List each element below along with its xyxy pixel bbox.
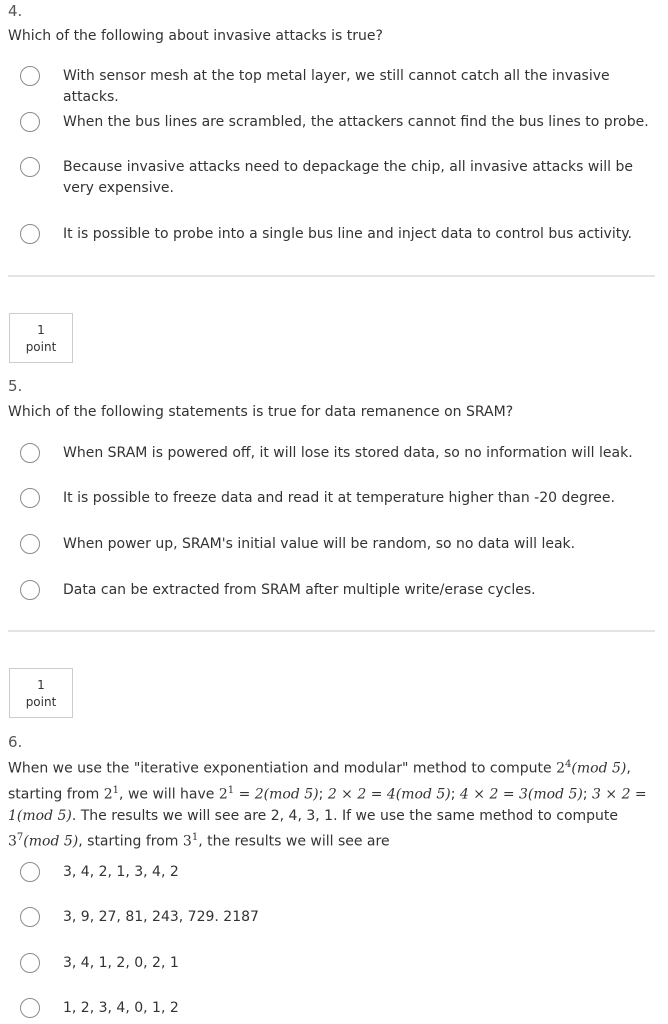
radio-button[interactable] — [20, 534, 40, 554]
question-5-option-3[interactable] — [20, 534, 660, 555]
option-label: It is possible to freeze data and read it at temperature higher than -20 degree. — [63, 490, 615, 506]
radio-button[interactable] — [20, 907, 40, 927]
q6-text-part: ; — [450, 786, 460, 803]
option-label: Because invasive attacks need to depackage the chip, all invasive attacks will be very expensive. — [63, 159, 633, 196]
question-5-text: Which of the following statements is true for data remanence on SRAM? — [8, 404, 514, 420]
math-expression: = 2(mod 5) — [234, 786, 319, 803]
points-unit: point — [25, 340, 57, 354]
question-6-option-2[interactable] — [20, 907, 660, 928]
question-4-option-2[interactable] — [20, 112, 660, 133]
question-6-number: 6. — [8, 733, 23, 751]
math-expression: 3 × 2 = 1(mod 5) — [8, 786, 647, 825]
option-label: When SRAM is powered off, it will lose its stored data, so no information will leak. — [63, 445, 633, 461]
math-base: 2 — [103, 786, 113, 803]
option-label: Data can be extracted from SRAM after multiple write/erase cycles. — [63, 582, 536, 598]
q6-text-part: , we will have — [119, 786, 219, 803]
radio-button[interactable] — [20, 580, 40, 600]
question-5-option-1[interactable] — [20, 443, 660, 464]
section-divider — [8, 630, 655, 632]
question-4-number: 4. — [8, 2, 23, 20]
question-4-option-3[interactable] — [20, 157, 660, 199]
option-label: 3, 9, 27, 81, 243, 729. 2187 — [63, 909, 259, 925]
math-base: 2 — [218, 786, 228, 803]
points-value: 1 — [37, 678, 45, 692]
math-expression: (mod 5) — [571, 760, 627, 777]
math-base: 3 — [8, 833, 17, 850]
question-6-option-4[interactable] — [20, 998, 660, 1019]
section-divider — [8, 275, 655, 277]
q6-text-part: , starting from — [78, 833, 183, 850]
math-expression: 2 × 2 = 4(mod 5) — [327, 786, 451, 803]
question-6-option-3[interactable] — [20, 953, 660, 974]
math-base: 2 — [556, 760, 566, 777]
question-4-option-1[interactable] — [20, 66, 660, 108]
question-6-text — [8, 754, 658, 853]
q6-text-part: ; — [582, 786, 588, 803]
question-4-text: Which of the following about invasive attacks is true? — [8, 28, 383, 44]
radio-button[interactable] — [20, 157, 40, 177]
radio-button[interactable] — [20, 488, 40, 508]
math-expression: 4 × 2 = 3(mod 5) — [459, 786, 583, 803]
radio-button[interactable] — [20, 224, 40, 244]
option-label: When power up, SRAM's initial value will be random, so no data will leak. — [63, 536, 576, 552]
radio-button[interactable] — [20, 443, 40, 463]
option-label: It is possible to probe into a single bus line and inject data to control bus activity. — [63, 226, 632, 242]
points-value: 1 — [37, 323, 45, 337]
math-exponent: 1 — [191, 832, 199, 844]
option-label: With sensor mesh at the top metal layer, we still cannot catch all the invasive attacks. — [63, 68, 610, 105]
math-expression: (mod 5) — [23, 833, 79, 850]
option-label: 1, 2, 3, 4, 0, 1, 2 — [63, 1000, 179, 1016]
radio-button[interactable] — [20, 953, 40, 973]
points-unit: point — [25, 695, 57, 709]
points-badge — [9, 668, 73, 718]
math-exponent: 1 — [227, 784, 235, 796]
question-5-option-2[interactable] — [20, 488, 660, 509]
option-label: 3, 4, 2, 1, 3, 4, 2 — [63, 864, 179, 880]
points-badge — [9, 313, 73, 363]
q6-text-part: When we use the "iterative exponentiation and modular" method to compute — [8, 760, 557, 777]
option-label: When the bus lines are scrambled, the attackers cannot find the bus lines to probe. — [63, 114, 649, 130]
radio-button[interactable] — [20, 112, 40, 132]
q6-text-part: , starting from — [8, 760, 631, 803]
option-label: 3, 4, 1, 2, 0, 2, 1 — [63, 955, 179, 971]
math-base: 3 — [182, 833, 192, 850]
question-5-number: 5. — [8, 377, 23, 395]
question-5-option-4[interactable] — [20, 580, 660, 601]
q6-text-part: . The results we will see are 2, 4, 3, 1. If we use the same method to compute — [71, 808, 619, 825]
math-exponent: 4 — [565, 759, 572, 770]
radio-button[interactable] — [20, 66, 40, 86]
math-exponent: 1 — [112, 784, 120, 796]
radio-button[interactable] — [20, 998, 40, 1018]
q6-text-part: ; — [318, 786, 328, 803]
question-6-option-1[interactable] — [20, 862, 660, 883]
question-4-option-4[interactable] — [20, 224, 660, 245]
q6-text-part: , the results we will see are — [198, 833, 390, 850]
math-exponent: 7 — [16, 832, 24, 844]
radio-button[interactable] — [20, 862, 40, 882]
